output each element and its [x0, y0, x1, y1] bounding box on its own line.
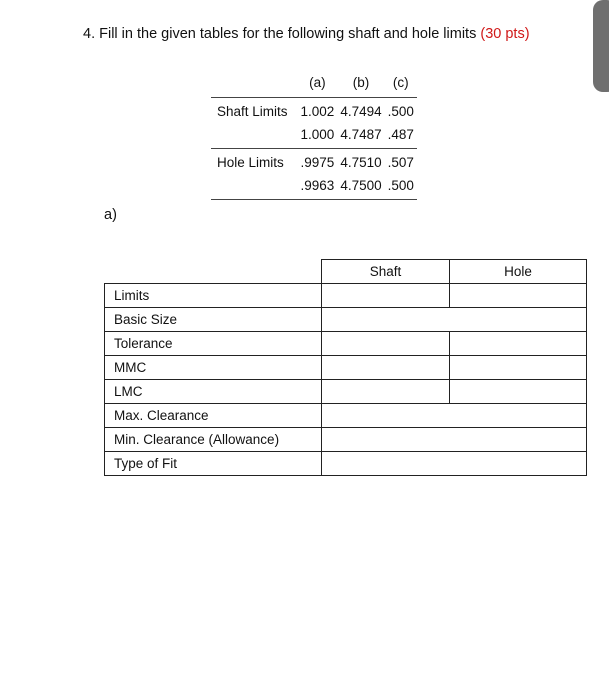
limits-shaft-cell[interactable]	[322, 284, 450, 308]
limits-col-c: (c)	[385, 72, 417, 98]
question-prompt	[83, 26, 530, 42]
answer-table	[104, 259, 587, 476]
answer-row-basic-size	[105, 308, 587, 332]
row-label-basic-size: Basic Size	[105, 308, 322, 332]
question-text: 4. Fill in the given tables for the following shaft and hole limits	[83, 26, 477, 42]
lmc-hole-cell[interactable]	[450, 380, 587, 404]
hole-lower-b: 4.7500	[337, 174, 384, 200]
tolerance-shaft-cell[interactable]	[322, 332, 450, 356]
question-points: (30 pts)	[480, 26, 530, 42]
hole-upper-b: 4.7510	[337, 149, 384, 175]
mmc-shaft-cell[interactable]	[322, 356, 450, 380]
row-label-type-of-fit: Type of Fit	[105, 452, 322, 476]
row-label-limits: Limits	[105, 284, 322, 308]
limits-table	[211, 72, 417, 200]
type-of-fit-cell[interactable]	[322, 452, 587, 476]
basic-size-cell[interactable]	[322, 308, 587, 332]
answer-row-limits	[105, 284, 587, 308]
hole-upper-c: .507	[385, 149, 417, 175]
limits-col-a: (a)	[298, 72, 338, 98]
row-label-mmc: MMC	[105, 356, 322, 380]
answer-row-type-of-fit	[105, 452, 587, 476]
limits-header-blank	[211, 72, 298, 98]
row-label-lmc: LMC	[105, 380, 322, 404]
limits-header-row	[211, 72, 417, 98]
part-a-label: a)	[104, 207, 117, 223]
row-label-tolerance: Tolerance	[105, 332, 322, 356]
limits-hole-cell[interactable]	[450, 284, 587, 308]
shaft-lower-b: 4.7487	[337, 123, 384, 149]
hole-upper-row	[211, 149, 417, 175]
hole-upper-a: .9975	[298, 149, 338, 175]
shaft-limits-label: Shaft Limits	[211, 98, 298, 124]
hole-lower-a: .9963	[298, 174, 338, 200]
lmc-shaft-cell[interactable]	[322, 380, 450, 404]
limits-col-b: (b)	[337, 72, 384, 98]
answer-row-tolerance	[105, 332, 587, 356]
row-label-min-clearance: Min. Clearance (Allowance)	[105, 428, 322, 452]
answer-row-max-clearance	[105, 404, 587, 428]
shaft-lower-row	[211, 123, 417, 149]
answer-row-lmc	[105, 380, 587, 404]
answer-row-min-clearance	[105, 428, 587, 452]
shaft-upper-a: 1.002	[298, 98, 338, 124]
answer-row-mmc	[105, 356, 587, 380]
hole-lower-label-blank	[211, 174, 298, 200]
answer-header-shaft: Shaft	[322, 260, 450, 284]
max-clearance-cell[interactable]	[322, 404, 587, 428]
tolerance-hole-cell[interactable]	[450, 332, 587, 356]
answer-header-hole: Hole	[450, 260, 587, 284]
answer-header-row	[105, 260, 587, 284]
shaft-upper-c: .500	[385, 98, 417, 124]
hole-lower-row	[211, 174, 417, 200]
shaft-upper-b: 4.7494	[337, 98, 384, 124]
shaft-lower-label-blank	[211, 123, 298, 149]
hole-lower-c: .500	[385, 174, 417, 200]
hole-limits-label: Hole Limits	[211, 149, 298, 175]
shaft-lower-c: .487	[385, 123, 417, 149]
row-label-max-clearance: Max. Clearance	[105, 404, 322, 428]
shaft-lower-a: 1.000	[298, 123, 338, 149]
mmc-hole-cell[interactable]	[450, 356, 587, 380]
answer-header-blank	[105, 260, 322, 284]
min-clearance-cell[interactable]	[322, 428, 587, 452]
side-panel-tab[interactable]	[593, 0, 609, 92]
shaft-upper-row	[211, 98, 417, 124]
